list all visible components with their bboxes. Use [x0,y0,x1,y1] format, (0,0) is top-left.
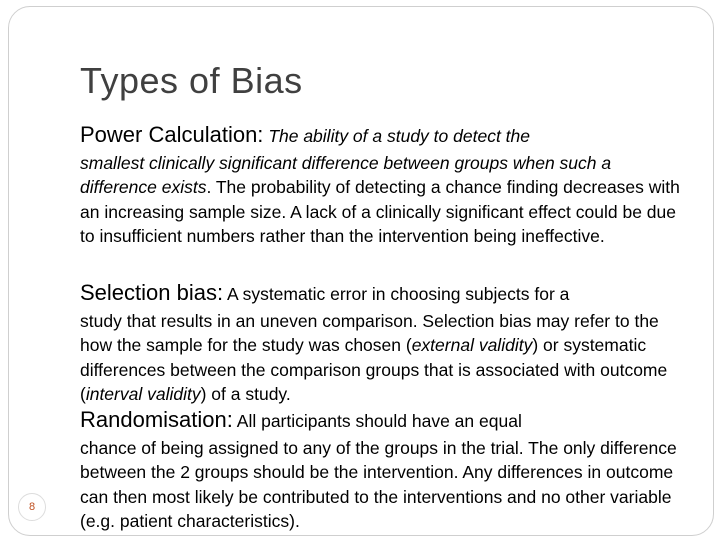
section-body-text: study that results in an uneven comparison. Selection bias may refer to the how the sample for the study was chosen ( [80,311,659,356]
section-heading-line [80,404,680,437]
section-body [80,309,680,406]
slide-title: Types of Bias [80,60,303,101]
section-lead: A systematic error in choosing subjects for a [227,284,570,304]
section-body-italic: smallest clinically significant difference between groups when such a difference exists [80,153,612,198]
section-body [80,151,680,248]
section-randomisation [80,404,680,533]
section-body-italic: external validity [411,335,533,356]
section-body-text: . The probability of detecting a chance finding decreases with an increasing sample size. A lack of a clinically significant effect could be due to insufficient numbers rather than the intervention being ineffective. [80,177,680,246]
section-heading-line [80,277,680,310]
page-number-badge: 8 [18,493,46,521]
section-lead: All participants should have an equal [236,411,522,431]
section-body-text: ) of a study. [200,383,291,404]
section-term: Selection bias: [80,280,224,305]
section-body [80,436,680,533]
section-lead: The ability of a study to detect the [268,126,530,146]
section-term: Power Calculation: [80,122,264,147]
section-body-text: chance of being assigned to any of the groups in the trial. The only difference between the 2 groups should be the intervention. Any differences in outcome can then most likely be contributed to the interventions and no other variable (e.g. patient characteristics). [80,438,677,531]
section-heading-line [80,119,680,152]
section-power-calculation [80,119,680,248]
section-selection-bias [80,277,680,406]
section-body-text: ) or systematic differences between the comparison groups that is associated with outcome ( [80,335,668,404]
section-body-italic: interval validity [85,383,201,404]
section-term: Randomisation: [80,407,233,432]
